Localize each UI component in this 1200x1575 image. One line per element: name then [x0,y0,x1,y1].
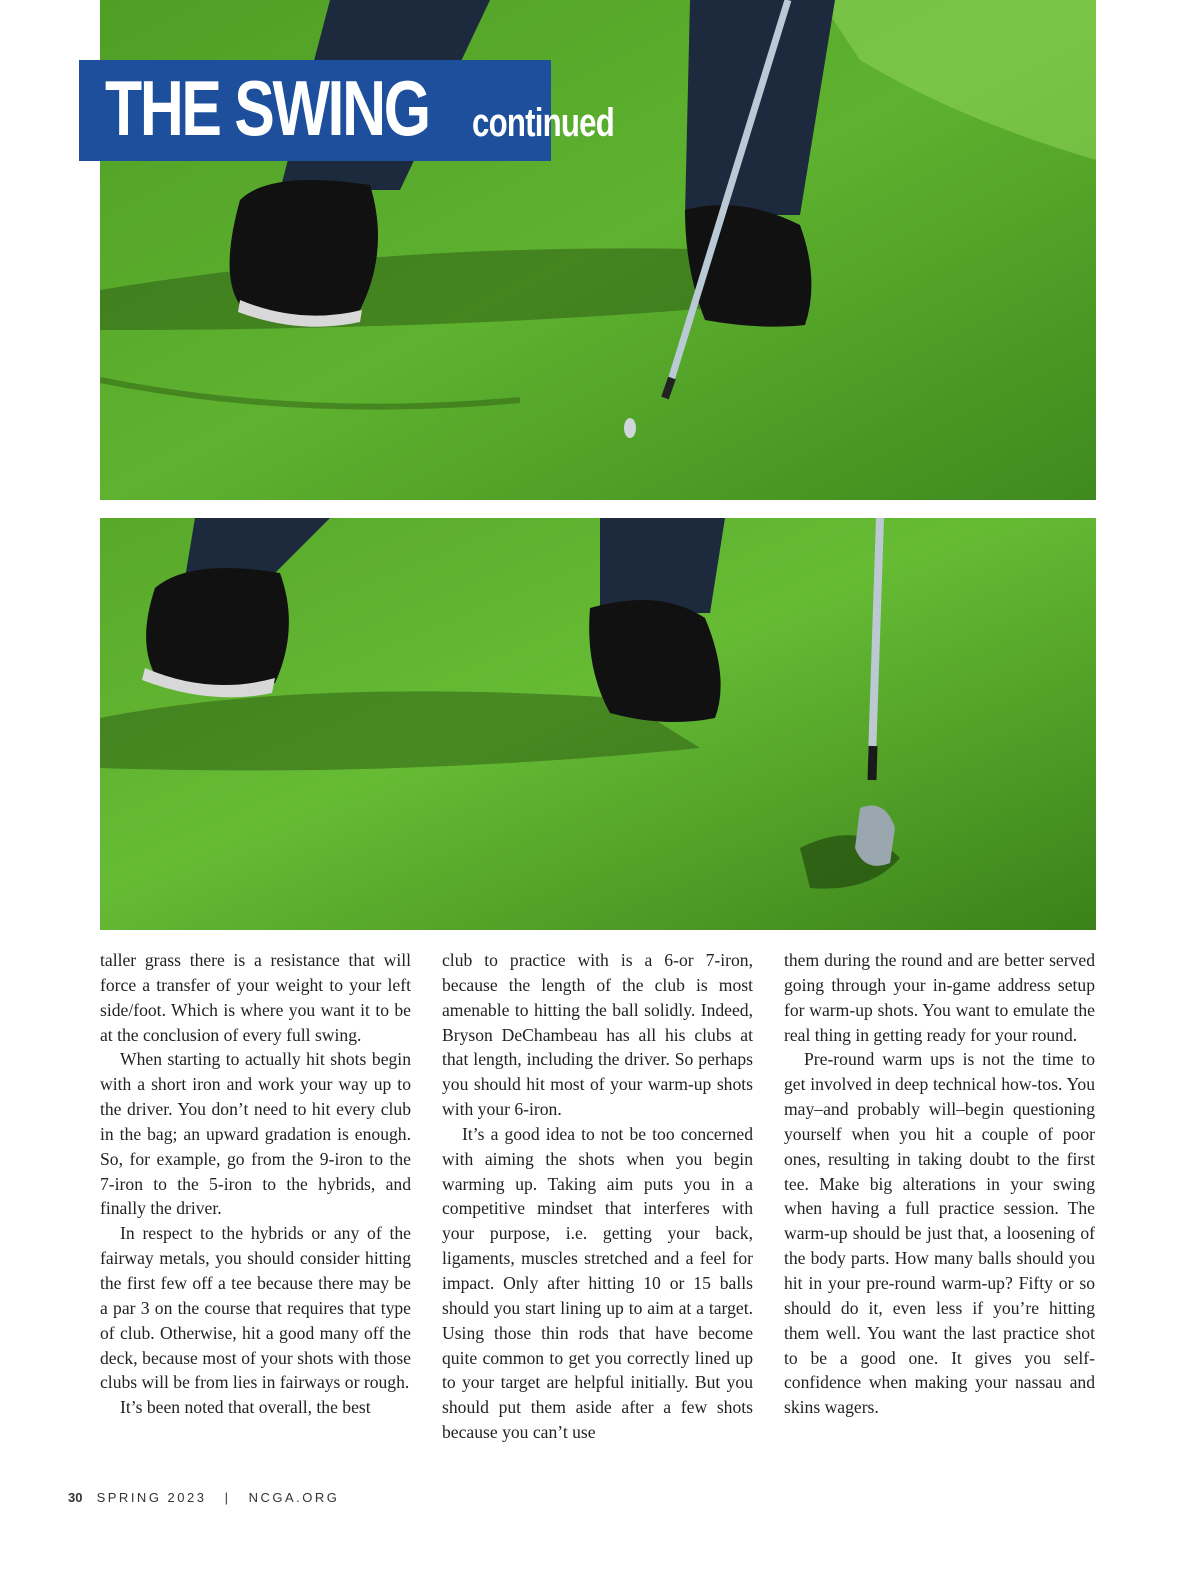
golf-feet-hybrid-illustration [100,518,1096,930]
paragraph: When starting to actually hit shots begin with a short iron and work your way up to the driver. You don’t need to hit every club in the bag; an upward gradation is enough. So, for example, go from the 9-iron to the 7-iron to the 5-iron to the hybrids, and finally the driver. [100,1049,411,1219]
article-column-2 [442,948,753,1445]
golf-swing-photo-bottom [100,518,1096,930]
page-footer [68,1490,339,1505]
paragraph: them during the round and are better served going through your in-game address setup for warm-up shots. You want to emulate the real thing in getting ready for your round. [784,950,1095,1045]
section-title: THE SWING [105,64,429,152]
page-number: 30 [68,1490,83,1505]
section-subtitle: continued [472,101,615,145]
paragraph: Pre-round warm ups is not the time to get involved in deep technical how-tos. You may–and probably will–begin questioning yourself when you hit a couple of poor ones, resulting in taking doubt to the first tee. Make big alterations in your swing when having a full practice session. The warm-up should be just that, a loosening of the body parts. How many balls should you hit in your pre-round warm-up? Fifty or so should do it, even less if you’re hitting them well. You want the last practice shot to be a good one. It gives you self-confidence when making your nassau and skins wagers. [784,1049,1095,1418]
section-title-banner [79,60,615,161]
paragraph: It’s been noted that overall, the best [120,1397,371,1418]
paragraph: club to practice with is a 6-or 7-iron, because the length of the club is most amenable to hitting the ball solidly. Indeed, Bryson DeChambeau has all his clubs at that length, including the driver. So perhaps you should hit most of your warm-up shots with your 6-iron. [442,950,753,1120]
site-link[interactable]: NCGA.ORG [248,1490,340,1505]
paragraph: It’s a good idea to not be too concerned with aiming the shots when you begin warming up. Taking aim puts you in a competitive mindset that interferes with your purpose, i.e. getting your back, ligaments, muscles stretched and a feel for impact. Only after hitting 10 or 15 balls should you start lining up to aim at a target. Using those thin rods that have become quite common to get you correctly lined up to your target are helpful initially. But you should put them aside after a few shots because you can’t use [442,1123,753,1443]
issue-label: SPRING 2023 [96,1490,207,1505]
article-column-1 [100,948,411,1420]
article-body [100,948,1096,1448]
paragraph: In respect to the hybrids or any of the fairway metals, you should consider hitting the first few off a tee because there may be a par 3 on the course that requires that type of club. Otherwise, hit a good many off the deck, because most of your shots with those clubs will be from lies in fairways or rough. [100,1223,411,1393]
article-column-3 [784,948,1095,1420]
footer-separator: | [224,1490,231,1505]
paragraph: taller grass there is a resistance that will force a transfer of your weight to your left side/foot. Which is where you want it to be at the conclusion of every full swing. [100,950,411,1045]
